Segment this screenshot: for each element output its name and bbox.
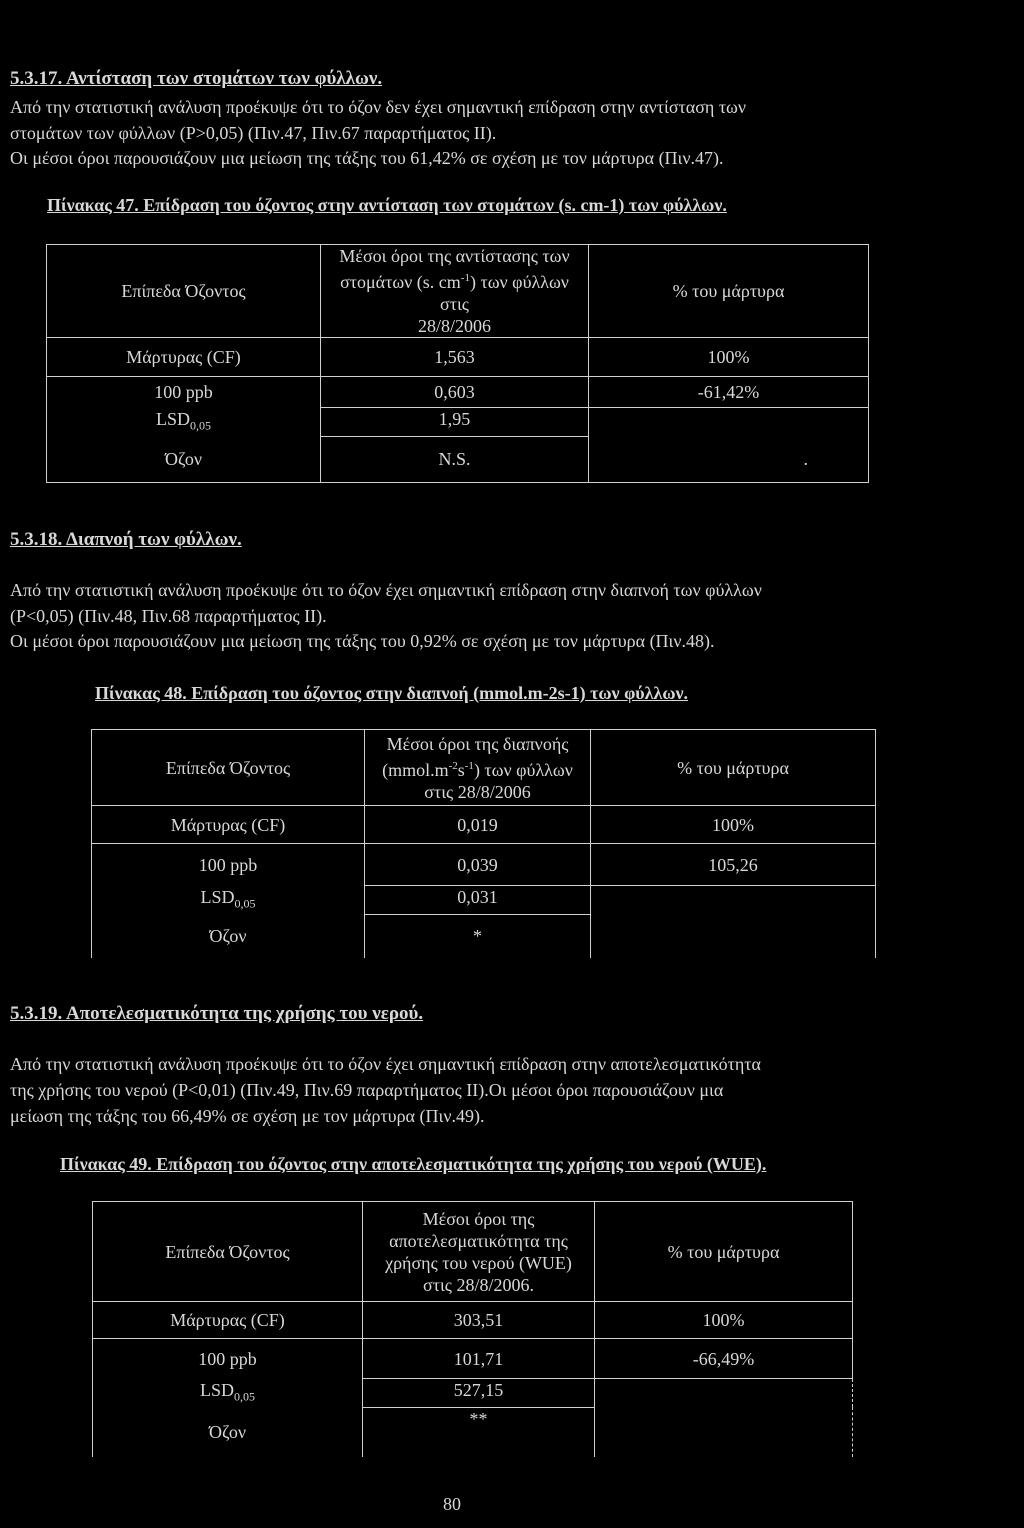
- header-line: 28/8/2006: [417, 316, 491, 336]
- paragraph-line: στομάτων των φύλλων (P>0,05) (Πιν.47, Πιν.67 παραρτήματος II).: [10, 123, 497, 143]
- cell: 1,563: [321, 338, 589, 377]
- cell: 0,031: [365, 886, 591, 915]
- table-row: [47, 408, 869, 437]
- cell: 0,603: [321, 377, 589, 408]
- cell: 303,51: [363, 1302, 595, 1339]
- cell: 100 ppb: [92, 844, 365, 886]
- cell: 100%: [589, 338, 869, 377]
- header-line: αποτελεσματικότητα της: [389, 1230, 568, 1251]
- table-header-row: [47, 245, 869, 338]
- cell: 101,71: [363, 1339, 595, 1379]
- cell: 0,039: [365, 844, 591, 886]
- cell: [589, 408, 869, 437]
- header-line: Μέσοι όροι της: [422, 1208, 535, 1229]
- header-line: Μέσοι όροι της αντίστασης των: [339, 246, 570, 266]
- cell-lsd: $LSD_{0,05}$: [47, 408, 321, 437]
- cell: [595, 1379, 853, 1408]
- header-line: χρήσης του νερού (WUE): [385, 1252, 572, 1273]
- table-row: [47, 436, 869, 482]
- paragraph-line: Οι μέσοι όροι παρουσιάζουν μια μείωση της τάξης του 61,42% σε σχέση με τον μάρτυρα (Πιν.47).: [10, 148, 724, 168]
- cell: [591, 914, 876, 958]
- table-47: [46, 244, 869, 483]
- header-ozone-levels: Επίπεδα Όζοντος: [93, 1202, 363, 1302]
- paragraph-line: Από την στατιστική ανάλυση προέκυψε ότι το όζον δεν έχει σημαντική επίδραση στην αντίσταση των: [10, 97, 747, 117]
- cell-lsd: $LSD_{0,05}$: [93, 1379, 363, 1408]
- cell: [595, 1407, 853, 1457]
- table-row: [47, 377, 869, 408]
- header-mean-values: [363, 1202, 595, 1302]
- header-line: Μέσοι όροι της διαπνοής: [386, 733, 569, 754]
- header-percent-control: % του μάρτυρα: [589, 245, 869, 338]
- table-header-row: [93, 1202, 853, 1302]
- header-mean-values: [321, 245, 589, 338]
- header-ozone-levels: Επίπεδα Όζοντος: [47, 245, 321, 338]
- header-percent-control: % του μάρτυρα: [595, 1202, 853, 1302]
- paragraph-line: Από την στατιστική ανάλυση προέκυψε ότι το όζον έχει σημαντική επίδραση στην αποτελεσματικότητα: [10, 1054, 761, 1074]
- header-line: στις 28/8/2006: [424, 781, 531, 802]
- cell: -61,42%: [589, 377, 869, 408]
- section-heading-5-3-18: 5.3.18. Διαπνοή των φύλλων.: [10, 529, 242, 550]
- cell: .: [589, 436, 869, 482]
- table-48: [91, 729, 876, 958]
- table-49: [92, 1201, 853, 1457]
- section-heading-5-3-17: 5.3.17. Αντίσταση των στομάτων των φύλλων.: [10, 68, 383, 89]
- header-mean-values: [365, 730, 591, 806]
- paragraph-line: (P<0,05) (Πιν.48, Πιν.68 παραρτήματος II).: [10, 606, 327, 626]
- table-row: [92, 886, 876, 915]
- cell: Μάρτυρας (CF): [93, 1302, 363, 1339]
- header-percent-control: % του μάρτυρα: [591, 730, 876, 806]
- paragraph-line: της χρήσης του νερού (P<0,01) (Πιν.49, Πιν.69 παραρτήματος II).Οι μέσοι όροι παρουσιάζουν μια: [10, 1080, 724, 1100]
- cell: 527,15: [363, 1379, 595, 1408]
- cell-ozone: Όζον: [93, 1407, 363, 1457]
- table-caption-48: Πίνακας 48. Επίδραση του όζοντος στην διαπνοή (mmol.m-2s-1) των φύλλων.: [95, 683, 689, 703]
- cell-lsd: $LSD_{0,05}$: [92, 886, 365, 915]
- table-row: [93, 1379, 853, 1408]
- paragraph-line: Οι μέσοι όροι παρουσιάζουν μια μείωση της τάξης του 0,92% σε σχέση με τον μάρτυρα (Πιν.48).: [10, 631, 715, 651]
- cell: 100%: [595, 1302, 853, 1339]
- table-row: [93, 1407, 853, 1457]
- cell: **: [363, 1407, 595, 1457]
- cell: 100 ppb: [47, 377, 321, 408]
- table-caption-49: Πίνακας 49. Επίδραση του όζοντος στην αποτελεσματικότητα της χρήσης του νερού (WUE).: [60, 1154, 767, 1174]
- table-row: [93, 1302, 853, 1339]
- cell: 105,26: [591, 844, 876, 886]
- cell: 100%: [591, 806, 876, 844]
- paragraph-line: Από την στατιστική ανάλυση προέκυψε ότι το όζον έχει σημαντική επίδραση στην διαπνοή των φύλλων: [10, 580, 762, 600]
- header-line: $(mmol.m^{-2}s^{-1})$ των φύλλων: [382, 759, 573, 780]
- header-line: στις 28/8/2006.: [423, 1274, 534, 1295]
- cell: 0,019: [365, 806, 591, 844]
- cell: [591, 886, 876, 915]
- table-row: [92, 806, 876, 844]
- paragraph-line: μείωση της τάξης του 66,49% σε σχέση με τον μάρτυρα (Πιν.49).: [10, 1106, 485, 1126]
- table-row: [92, 844, 876, 886]
- cell: -66,49%: [595, 1339, 853, 1379]
- cell-ozone: Όζον: [47, 436, 321, 482]
- table-caption-47: Πίνακας 47. Επίδραση του όζοντος στην αντίσταση των στομάτων (s. cm-1) των φύλλων.: [47, 195, 727, 215]
- table-row: [93, 1339, 853, 1379]
- page-number: 80: [443, 1494, 461, 1514]
- cell: Μάρτυρας (CF): [47, 338, 321, 377]
- table-row: [92, 914, 876, 958]
- cell: *: [365, 914, 591, 958]
- cell: N.S.: [321, 436, 589, 482]
- header-ozone-levels: Επίπεδα Όζοντος: [92, 730, 365, 806]
- section-heading-5-3-19: 5.3.19. Αποτελεσματικότητα της χρήσης του νερού.: [10, 1003, 424, 1024]
- cell: 100 ppb: [93, 1339, 363, 1379]
- cell: 1,95: [321, 408, 589, 437]
- cell: Μάρτυρας (CF): [92, 806, 365, 844]
- header-line: στομάτων (s. $cm^{-1}$) των φύλλων στις: [340, 272, 569, 314]
- cell-ozone: Όζον: [92, 914, 365, 958]
- table-header-row: [92, 730, 876, 806]
- table-row: [47, 338, 869, 377]
